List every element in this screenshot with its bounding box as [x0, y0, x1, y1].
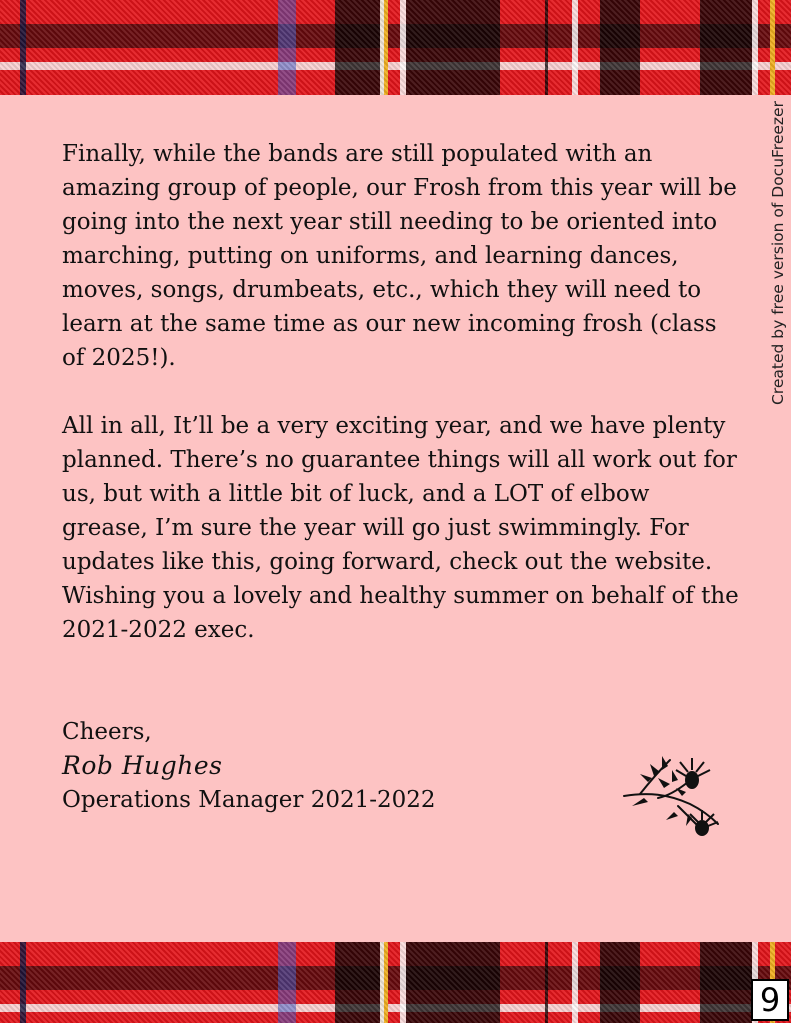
closing-text: Cheers, — [62, 719, 152, 745]
paragraph-wishing: Wishing you a lovely and healthy summer on behalf of the 2021-2022 exec. — [62, 583, 739, 643]
page-number: 9 — [751, 979, 789, 1021]
tartan-footer-banner — [0, 942, 791, 1023]
thistle-icon — [618, 752, 738, 842]
signature: Rob Hughes — [62, 751, 223, 780]
paragraph-exciting-year: All in all, It’ll be a very exciting year, and we have plenty planned. There’s no guarantee things will all work out for us, but with a little bit of luck, and a LOT of elbow grease, I’m sure the year will go just swimmingly. For updates like this, going forward, check out the website. — [62, 413, 737, 575]
signer-role: Operations Manager 2021-2022 — [62, 787, 436, 813]
docufreezer-watermark: Created by free version of DocuFreezer — [769, 101, 787, 405]
tartan-header-banner — [0, 0, 791, 95]
letter-body — [62, 137, 742, 817]
paragraph-frosh: Finally, while the bands are still populated with an amazing group of people, our Frosh from this year will be going into the next year still needing to be oriented into marching, putting on uniforms, and learning dances, moves, songs, drumbeats, etc., which they will need to learn at the same time as our new incoming frosh (class of 2025!). — [62, 141, 737, 371]
